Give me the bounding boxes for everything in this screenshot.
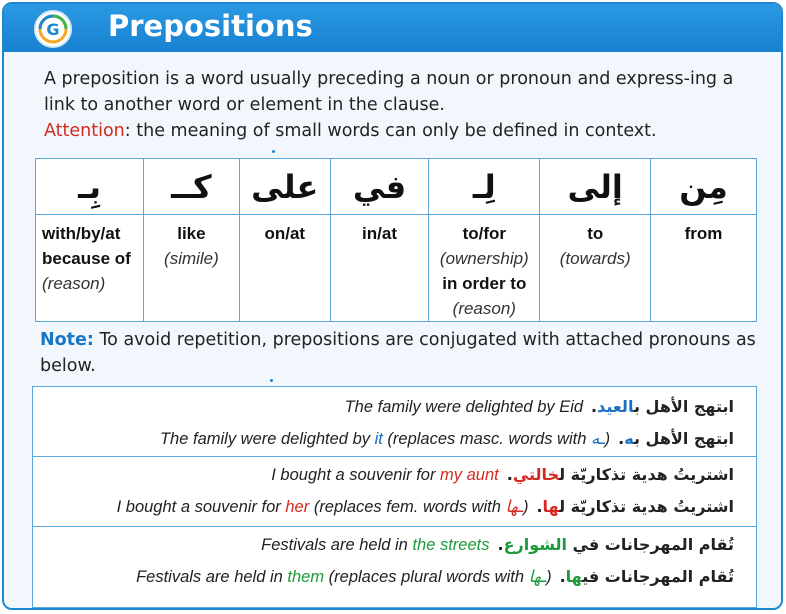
- meaning-text: to/for: [462, 224, 507, 243]
- decor-dot: [270, 379, 273, 382]
- arabic-highlight: الشوارع: [503, 535, 567, 554]
- header-bar: [4, 4, 781, 52]
- preposition-meaning: [429, 215, 540, 322]
- replacement-note: [383, 430, 610, 448]
- arabic-highlight: ها: [542, 497, 560, 516]
- example-sentence: [271, 465, 734, 485]
- replacement-note: [309, 498, 528, 516]
- preposition-arabic: كــ: [144, 159, 240, 215]
- arabic-text: تُقام المهرجانات في: [582, 567, 734, 586]
- meaning-text: like: [177, 224, 206, 243]
- arabic-punct: .: [591, 397, 598, 416]
- meaning-note: (reason): [452, 299, 516, 318]
- attention-label: Attention: [44, 121, 125, 141]
- meaning-text: on/at: [264, 224, 306, 243]
- english-text: I bought a souvenir for: [271, 466, 441, 484]
- example-pronoun-sentence: [117, 497, 734, 517]
- meaning-text: because of: [42, 249, 131, 268]
- example-sentence: [261, 535, 734, 555]
- arabic-text: ابتهج الأهل ب: [633, 429, 734, 448]
- replacement-text: (replaces plural words with: [324, 568, 529, 586]
- note-label: Note:: [40, 330, 94, 350]
- english-highlight: my aunt: [440, 466, 499, 484]
- arabic-punct: .: [618, 429, 625, 448]
- english-sentence: [117, 498, 310, 516]
- preposition-meaning: [36, 215, 144, 322]
- meaning-note: (towards): [559, 249, 631, 268]
- arabic-row: [36, 159, 757, 215]
- preposition-arabic: إلى: [540, 159, 651, 215]
- example-sentence: [345, 397, 734, 417]
- preposition-meaning: [239, 215, 330, 322]
- english-sentence: [136, 568, 324, 586]
- meaning-text: from: [684, 224, 723, 243]
- examples-box: [32, 386, 757, 608]
- replacement-suffix: ـها: [505, 498, 523, 516]
- english-highlight: them: [287, 568, 325, 586]
- replacement-text: (replaces masc. words with: [382, 430, 591, 448]
- preposition-meaning: [540, 215, 651, 322]
- meaning-row: [36, 215, 757, 322]
- arabic-highlight: ها: [565, 567, 583, 586]
- meaning-note: (ownership): [439, 249, 529, 268]
- arabic-text: تُقام المهرجانات في: [567, 535, 734, 554]
- replacement-text: (replaces fem. words with: [309, 498, 506, 516]
- arabic-punct: .: [559, 567, 566, 586]
- meaning-text: in order to: [442, 274, 527, 293]
- english-sentence: [160, 430, 383, 448]
- decor-dot: [272, 150, 275, 153]
- example-pronoun-sentence: [136, 567, 734, 587]
- english-sentence: [261, 536, 489, 554]
- note-text: To avoid repetition, prepositions are conjugated with attached pronouns as below.: [40, 330, 756, 376]
- english-text: Festivals are held in: [136, 568, 288, 586]
- prepositions-table: [35, 158, 757, 322]
- arabic-sentence: [560, 567, 734, 586]
- note-paragraph: [40, 327, 770, 379]
- arabic-highlight: العيد: [597, 397, 634, 416]
- example-pronoun-sentence: [160, 429, 734, 449]
- english-text: The family were delighted by Eid: [344, 398, 584, 416]
- content-area: [4, 52, 781, 608]
- replacement-end: ): [522, 498, 529, 516]
- preposition-arabic: على: [239, 159, 330, 215]
- arabic-punct: .: [536, 497, 543, 516]
- preposition-meaning: [144, 215, 240, 322]
- svg-text:G: G: [46, 20, 60, 39]
- arabic-punct: .: [506, 465, 513, 484]
- english-text: The family were delighted by: [159, 430, 375, 448]
- arabic-text: اشتريتُ هدية تذكاريّة ل: [559, 497, 734, 516]
- preposition-arabic: لِـ: [429, 159, 540, 215]
- arabic-sentence: [591, 397, 734, 416]
- arabic-sentence: [507, 465, 734, 484]
- meaning-text: in/at: [362, 224, 397, 243]
- arabic-text: ابتهج الأهل ب: [633, 397, 734, 416]
- arabic-text: اشتريتُ هدية تذكاريّة ل: [559, 465, 734, 484]
- meaning-text: with/by/at: [42, 224, 121, 243]
- arabic-sentence: [497, 535, 734, 554]
- example-group: [33, 387, 756, 457]
- preposition-arabic: مِن: [651, 159, 757, 215]
- intro-text: A preposition is a word usually preceding a noun or pronoun and express-ing a link to another word or element in the clause.: [44, 69, 734, 115]
- meaning-note: (simile): [164, 249, 219, 268]
- english-sentence: [345, 398, 583, 416]
- replacement-end: ): [546, 568, 552, 586]
- english-sentence: [271, 466, 498, 484]
- preposition-arabic: في: [330, 159, 428, 215]
- attention-text: : the meaning of small words can only be defined in context.: [124, 121, 657, 141]
- arabic-sentence: [618, 429, 734, 448]
- arabic-punct: .: [497, 535, 504, 554]
- meaning-note: (reason): [42, 274, 106, 293]
- preposition-arabic: بِـ: [36, 159, 144, 215]
- replacement-end: ): [604, 430, 611, 448]
- page-title: Prepositions: [108, 9, 313, 43]
- lesson-card: [2, 2, 783, 610]
- preposition-meaning: [651, 215, 757, 322]
- preposition-meaning: [330, 215, 428, 322]
- english-text: Festivals are held in: [261, 536, 413, 554]
- intro-paragraph: [44, 66, 764, 144]
- arabic-highlight: خالتي: [512, 465, 560, 484]
- replacement-suffix: ـه: [590, 430, 605, 448]
- arabic-sentence: [536, 497, 734, 516]
- english-highlight: it: [374, 430, 383, 448]
- example-group: [33, 457, 756, 527]
- english-highlight: her: [285, 498, 310, 516]
- logo-icon: [34, 10, 72, 48]
- example-group: [33, 527, 756, 609]
- english-text: I bought a souvenir for: [116, 498, 286, 516]
- arabic-highlight: ه: [624, 429, 634, 448]
- replacement-note: [324, 568, 551, 586]
- replacement-suffix: ـها: [528, 568, 547, 586]
- meaning-text: to: [587, 224, 604, 243]
- english-highlight: the streets: [412, 536, 490, 554]
